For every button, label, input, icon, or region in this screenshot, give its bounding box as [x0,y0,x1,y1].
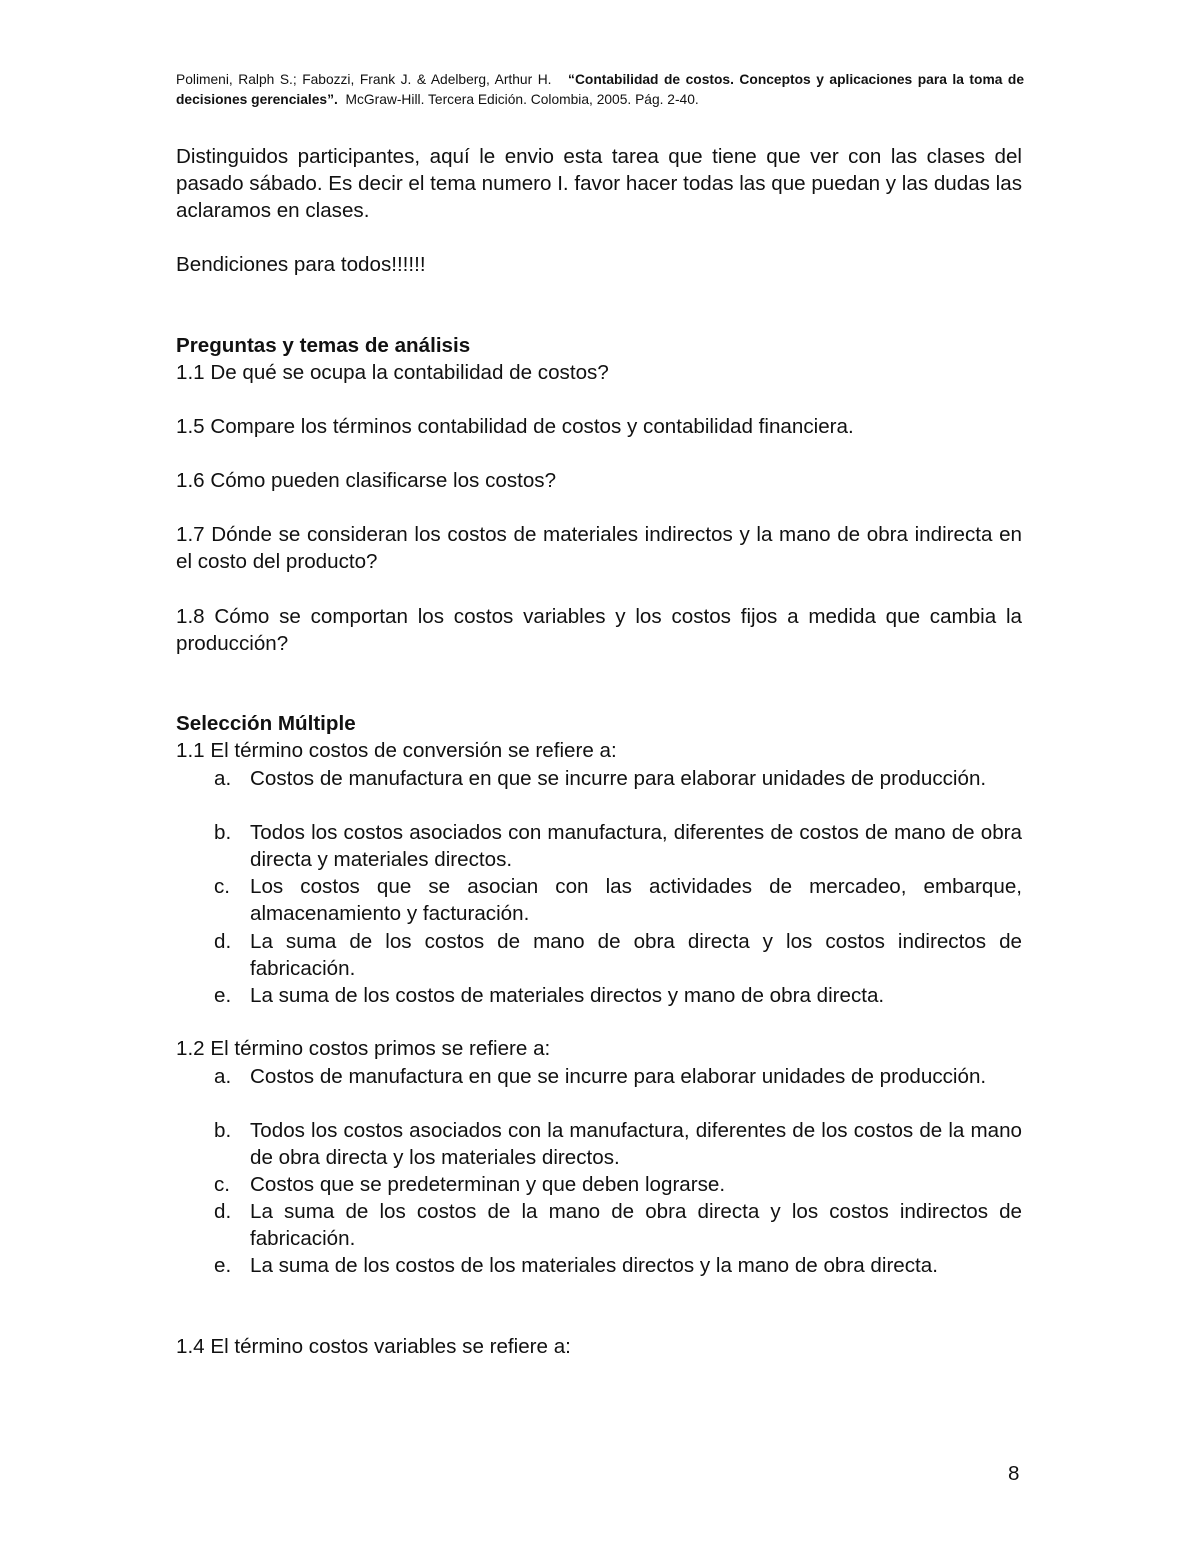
option-letter: a. [214,1065,232,1088]
option-text: Los costos que se asocian con las actividades de mercadeo, embarque, almacenamiento y facturación. [250,875,1022,925]
analysis-question: 1.1 De qué se ocupa la contabilidad de costos? [176,361,609,384]
page-number: 8 [1008,1462,1020,1485]
option-letter: d. [214,1200,232,1223]
option-text: La suma de los costos de mano de obra directa y los costos indirectos de fabricación. [250,930,1022,980]
option-text: Costos de manufactura en que se incurre para elaborar unidades de producción. [250,767,987,790]
option-text: Todos los costos asociados con la manufactura, diferentes de los costos de la mano de obra directa y los materiales directos. [250,1119,1022,1169]
option-letter: a. [214,767,232,790]
question-stem: 1.1 El término costos de conversión se refiere a: [176,739,617,762]
intro-blessing: Bendiciones para todos!!!!!! [176,253,426,276]
option-letter: e. [214,984,232,1007]
option-text: Costos que se predeterminan y que deben lograrse. [250,1173,726,1196]
question-stem: 1.4 El término costos variables se refiere a: [176,1335,571,1358]
citation-title-part1: “Contabilidad de costos. Conceptos y aplicaciones [568,72,913,87]
analysis-question: 1.5 Compare los términos contabilidad de costos y contabilidad financiera. [176,415,854,438]
citation-title-part2: para la toma de decisiones gerenciales”. [176,72,1024,107]
option-letter: e. [214,1254,232,1277]
citation-publisher: McGraw-Hill. Tercera Edición. Colombia, 2005. Pág. 2-40. [345,92,699,107]
multiple-choice-heading: Selección Múltiple [176,712,356,735]
option-text: La suma de los costos de la mano de obra directa y los costos indirectos de fabricación. [250,1200,1022,1250]
analysis-heading: Preguntas y temas de análisis [176,334,471,357]
option-letter: b. [214,821,232,844]
option-letter: c. [214,875,231,898]
option-letter: d. [214,930,232,953]
analysis-question: 1.7 Dónde se consideran los costos de materiales indirectos y la mano de obra indirecta en el costo del producto? [176,523,1022,573]
option-text: Todos los costos asociados con manufactura, diferentes de costos de mano de obra directa y materiales directos. [250,821,1022,871]
option-text: La suma de los costos de los materiales directos y la mano de obra directa. [250,1254,938,1277]
citation-authors: Polimeni, Ralph S.; Fabozzi, Frank J. & Adelberg, Arthur H. [176,72,552,87]
option-letter: b. [214,1119,232,1142]
option-text: Costos de manufactura en que se incurre para elaborar unidades de producción. [250,1065,987,1088]
question-stem: 1.2 El término costos primos se refiere a: [176,1037,551,1060]
intro-paragraph: Distinguidos participantes, aquí le envio esta tarea que tiene que ver con las clases del pasado sábado. Es decir el tema numero I. favor hacer todas las que puedan y las dudas las aclaramos en clases. [176,145,1023,222]
option-text: La suma de los costos de materiales directos y mano de obra directa. [250,984,885,1007]
analysis-question: 1.6 Cómo pueden clasificarse los costos? [176,469,557,492]
analysis-question: 1.8 Cómo se comportan los costos variables y los costos fijos a medida que cambia la producción? [176,605,1022,655]
option-letter: c. [214,1173,231,1196]
citation-header [176,70,1024,110]
